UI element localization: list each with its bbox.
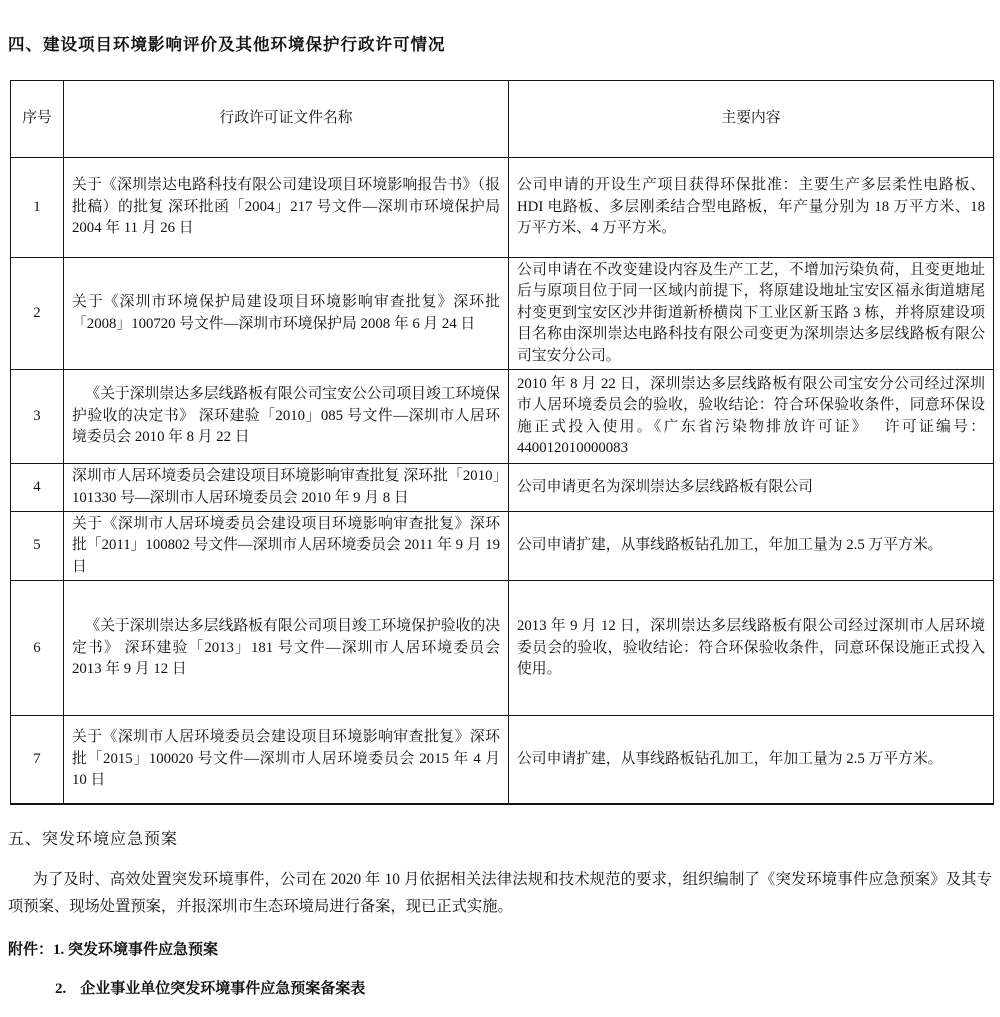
main-content-cell: 公司申请扩建，从事线路板钻孔加工，年加工量为 2.5 万平方米。 (509, 716, 994, 804)
table-row (11, 258, 994, 370)
section5-paragraph: 为了及时、高效处置突发环境事件，公司在 2020 年 10 月依据相关法律法规和技术规范的要求，组织编制了《突发环境事件应急预案》及其专项预案、现场处置预案，并报深圳市生态环境局进行备案，现已正式实施。 (8, 871, 992, 915)
row-number-cell: 6 (11, 581, 64, 716)
section5-title: 五、突发环境应急预案 (8, 831, 179, 848)
license-name-cell: 关于《深圳市人居环境委员会建设项目环境影响审查批复》深环批「2011」100802 号文件—深圳市人居环境委员会 2011 年 9 月 19 日 (64, 512, 509, 581)
main-content-cell: 公司申请更名为深圳崇达多层线路板有限公司 (509, 464, 994, 512)
license-name-cell: 关于《深圳崇达电路科技有限公司建设项目环境影响报告书》（报批稿）的批复 深环批函「2004」217 号文件—深圳市环境保护局 2004 年 11 月 26 日 (64, 158, 509, 258)
table-row (11, 370, 994, 464)
section4-title: 四、建设项目环境影响评价及其他环境保护行政许可情况 (8, 35, 446, 54)
row-number-cell: 7 (11, 716, 64, 804)
row-number-cell: 2 (11, 258, 64, 370)
license-name-cell: 《关于深圳崇达多层线路板有限公司项目竣工环境保护验收的决定书》 深环建验「2013」181 号文件—深圳市人居环境委员会 2013 年 9 月 12 日 (64, 581, 509, 716)
main-content-cell: 公司申请在不改变建设内容及生产工艺，不增加污染负荷，且变更地址后与原项目位于同一区域内前提下，将原建设地址宝安区福永街道塘尾村变更到宝安区沙井街道新桥横岗下工业区新玉路 3 栋，并将原建设项目名称由深圳崇达电路科技有限公司变更为深圳崇达多层线路板有限公司宝安分公司。 (509, 258, 994, 370)
header-cell-main-content: 主要内容 (509, 81, 994, 158)
license-table (10, 80, 994, 805)
table-row (11, 464, 994, 512)
main-content-cell: 公司申请扩建，从事线路板钻孔加工，年加工量为 2.5 万平方米。 (509, 512, 994, 581)
attachment-item-2-number: 2. (55, 981, 67, 997)
attachment-item-2-label: 企业事业单位突发环境事件应急预案备案表 (80, 981, 366, 997)
main-content-cell: 公司申请的开设生产项目获得环保批准：主要生产多层柔性电路板、HDI 电路板、多层刚柔结合型电路板，年产量分别为 18 万平方米、18 万平方米、4 万平方米。 (509, 158, 994, 258)
license-name-cell: 《关于深圳崇达多层线路板有限公司宝安公公司项目竣工环境保护验收的决定书》 深环建验「2010」085 号文件—深圳市人居环境委员会 2010 年 8 月 22 日 (64, 370, 509, 464)
main-content-cell: 2010 年 8 月 22 日，深圳崇达多层线路板有限公司宝安分公司经过深圳市人居环境委员会的验收，验收结论：符合环保验收条件，同意环保设施正式投入使用。《广东省污染物排放许可证》 许可证编号：440012010000083 (509, 370, 994, 464)
row-number-cell: 5 (11, 512, 64, 581)
attachment-item-1: 附件：1. 突发环境事件应急预案 (8, 942, 219, 958)
table-row (11, 581, 994, 716)
main-content-cell: 2013 年 9 月 12 日，深圳崇达多层线路板有限公司经过深圳市人居环境委员会的验收，验收结论：符合环保验收条件，同意环保设施正式投入使用。 (509, 581, 994, 716)
header-cell-license-name: 行政许可证文件名称 (64, 81, 509, 158)
table-header-row (11, 81, 994, 158)
table-row (11, 512, 994, 581)
license-name-cell: 关于《深圳市环境保护局建设项目环境影响审查批复》深环批「2008」100720 号文件—深圳市环境保护局 2008 年 6 月 24 日 (64, 258, 509, 370)
row-number-cell: 4 (11, 464, 64, 512)
attachment-item-2 (55, 977, 365, 998)
header-cell-number: 序号 (11, 81, 64, 158)
table-row (11, 716, 994, 804)
table-row (11, 158, 994, 258)
row-number-cell: 3 (11, 370, 64, 464)
row-number-cell: 1 (11, 158, 64, 258)
license-name-cell: 深圳市人居环境委员会建设项目环境影响审查批复 深环批「2010」101330 号—深圳市人居环境委员会 2010 年 9 月 8 日 (64, 464, 509, 512)
license-name-cell: 关于《深圳市人居环境委员会建设项目环境影响审查批复》深环批「2015」100020 号文件—深圳市人居环境委员会 2015 年 4 月 10 日 (64, 716, 509, 804)
